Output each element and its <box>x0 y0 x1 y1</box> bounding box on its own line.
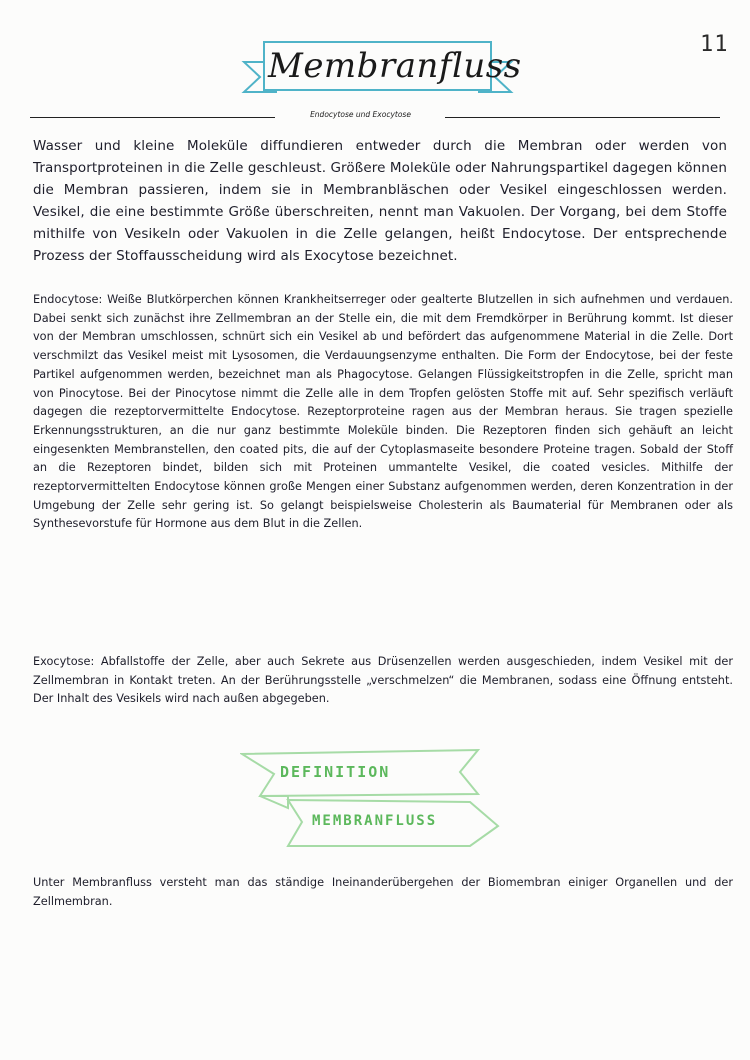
page-title: Membranfluss <box>268 46 522 86</box>
page-subtitle: Endocytose und Exocytose <box>310 110 411 119</box>
definition-term: MEMBRANFLUSS <box>312 813 438 829</box>
definition-label: DEFINITION <box>280 763 391 781</box>
exocytose-paragraph: Exocytose: Abfallstoffe der Zelle, aber auch Sekrete aus Drüsenzellen werden ausgeschieden, indem Vesikel mit der Zellmembran in Kontakt treten. An der Berührungsstelle „verschmelzen“ die Membranen, sodass eine Öffnung entsteht. Der Inhalt des Vesikels wird nach außen abgegeben. <box>33 655 733 705</box>
definition-paragraph: Unter Membranfluss versteht man das ständige Ineinanderübergehen der Biomembran einiger Organellen und der Zellmembran. <box>33 876 733 908</box>
title-rule-right <box>445 117 720 118</box>
intro-paragraph: Wasser und kleine Moleküle diffundieren entweder durch die Membran oder werden von Transportproteinen in die Zelle geschleust. Größere Moleküle oder Nahrungspartikel dagegen können die Membran passieren, indem sie in Membranbläschen oder Vesikel eingeschlossen werden. Vesikel, die eine bestimmte Größe überschreiten, nennt man Vakuolen. Der Vorgang, bei dem Stoffe mithilfe von Vesikeln oder Vakuolen in die Zelle gelangen, heißt Endocytose. Der entsprechende Prozess der Stoffausscheidung wird als Exocytose bezeichnet. <box>33 138 727 264</box>
definition-ribbon <box>240 742 500 854</box>
endocytose-paragraph: Endocytose: Weiße Blutkörperchen können Krankheitserreger oder gealterte Blutzellen in sich aufnehmen und verdauen. Dabei senkt sich zunächst ihre Zellmembran an der Stelle ein, die mit dem Fremdkörper in Berührung kommt. Ist dieser von der Membran umschlossen, schnürt sich ein Vesikel ab und befördert das aufgenommene Material in die Zelle. Dort verschmilzt das Vesikel meist mit Lysosomen, die Verdauungsenzyme enthalten. Die Form der Endocytose, bei der feste Partikel aufgenommen werden, bezeichnet man als Phagocytose. Gelangen Flüssigkeitstropfen in die Zelle, spricht man von Pinocytose. Bei der Pinocytose nimmt die Zelle alle in dem Tropfen gelösten Stoffe mit auf. Sehr spezifisch verläuft dagegen die rezeptorvermittelte Endocytose. Rezeptorproteine ragen aus der Membran heraus. Sie tragen spezielle Erkennungsstrukturen, an die nur ganz bestimmte Moleküle binden. Die Rezeptoren finden sich gehäuft an leicht eingesenkten Membranstellen, den coated pits, die auf der Cytoplasmaseite besondere Proteine tragen. Sobald der Stoff an die Rezeptoren bindet, bilden sich mit Proteinen ummantelte Vesikel, die coated vesicles. Mithilfe der rezeptorvermittelten Endocytose können große Mengen einer Substanz aufgenommen werden, deren Konzentration in der Umgebung der Zelle sehr gering ist. So gelangt beispielsweise Cholesterin als Baumaterial für Membranen oder als Synthesevorstufe für Hormone aus dem Blut in die Zellen. <box>33 293 733 531</box>
title-banner <box>240 38 522 108</box>
title-rule-left <box>30 117 275 118</box>
definition-ribbon-icon <box>240 742 500 854</box>
page-number: 11 <box>700 32 729 57</box>
